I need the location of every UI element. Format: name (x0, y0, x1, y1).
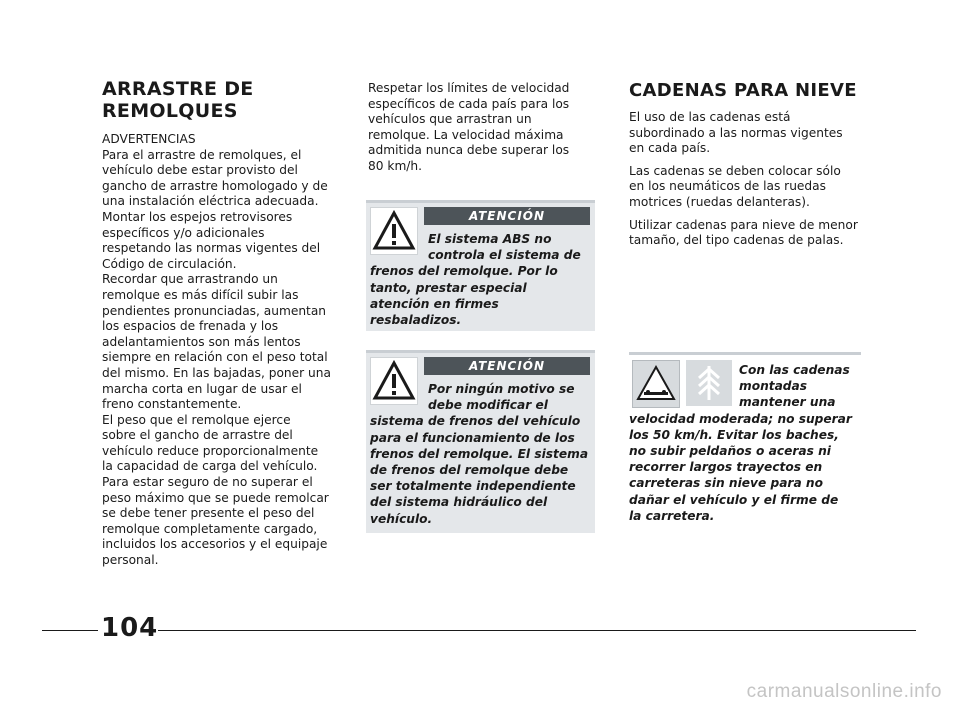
chains-note (629, 352, 861, 528)
warning-text-indented: Por ningún motivo se debe modificar el (428, 382, 575, 413)
chains-paragraph-3: Utilizar cadenas para nieve de menor tamaño, del tipo cadenas de palas. (629, 217, 858, 248)
subheading: ADVERTENCIAS (102, 132, 196, 146)
left-body-text: Para el arrastre de remolques, el vehículo debe estar provisto del gancho de arrastre homologado y de una instalación eléctrica adecuada. Montar los espejos retrovisores específicos y/o adicionales respetando las normas vigentes del Código de circulación. Recordar que arrastrando un remolque es más difícil subir las pendientes pronunciadas, aumentan los espacios de frenada y los adelantamientos son más lentos siempre en relación con el peso total del mismo. En las bajadas, poner una marcha corta en lugar de usar el freno constantemente. El peso que el remolque ejerce sobre el gancho de arrastre del vehículo reduce proporcionalmente la capacidad de carga del vehículo. Para estar seguro de no superar el peso máximo que se puede remolcar se debe tener presente el peso del remolque completamente cargado, incluidos los accesorios y el equipaje personal. (102, 147, 331, 568)
watermark: carmanualsonline.info (746, 681, 942, 702)
section-title-line2: REMOLQUES (102, 100, 238, 122)
warning-box-abs (366, 200, 595, 331)
note-top-rule (629, 352, 861, 355)
note-text-rest: velocidad moderada; no superar los 50 km/h. Evitar los baches, no subir peldaños o aceras ni recorrer largos trayectos en carreteras sin nieve para no dañar el vehículo y el firme de la carretera. (629, 411, 852, 523)
page-number: 104 (101, 613, 159, 643)
left-column (102, 78, 342, 569)
warning-box-brakes (366, 350, 595, 533)
note-text (629, 362, 861, 524)
footer-rule-left (42, 630, 98, 631)
attention-label: ATENCIÓN (424, 357, 590, 375)
chains-paragraph-2: Las cadenas se deben colocar sólo en los neumáticos de las ruedas motrices (ruedas delanteras). (629, 163, 841, 209)
section-title (102, 78, 342, 122)
middle-column (368, 81, 598, 175)
warning-text (370, 381, 592, 527)
attention-label: ATENCIÓN (424, 207, 590, 225)
section-title-line1: ARRASTRE DE (102, 78, 254, 100)
snow-chains-title: CADENAS PARA NIEVE (629, 80, 857, 101)
speed-limit-text: Respetar los límites de velocidad específicos de cada país para los vehículos que arrastran un remolque. La velocidad máxima admitida nunca debe superar los 80 km/h. (368, 81, 570, 173)
warning-text (370, 231, 592, 328)
warning-text-rest: sistema de frenos del vehículo para el funcionamiento de los frenos del remolque. El sistema de frenos del remolque debe ser totalmente independiente del sistema hidráulico del vehículo. (370, 414, 589, 526)
footer-rule-right (158, 630, 916, 631)
warning-text-indented: El sistema ABS no controla el sistema de (428, 232, 581, 263)
warning-text-rest: frenos del remolque. Por lo tanto, prestar especial atención en firmes resbaladizos. (370, 264, 558, 328)
note-text-indented: Con las cadenas montadas mantener una (739, 363, 850, 410)
right-column (629, 80, 869, 256)
chains-paragraph-1: El uso de las cadenas está subordinado a las normas vigentes en cada país. (629, 110, 843, 156)
